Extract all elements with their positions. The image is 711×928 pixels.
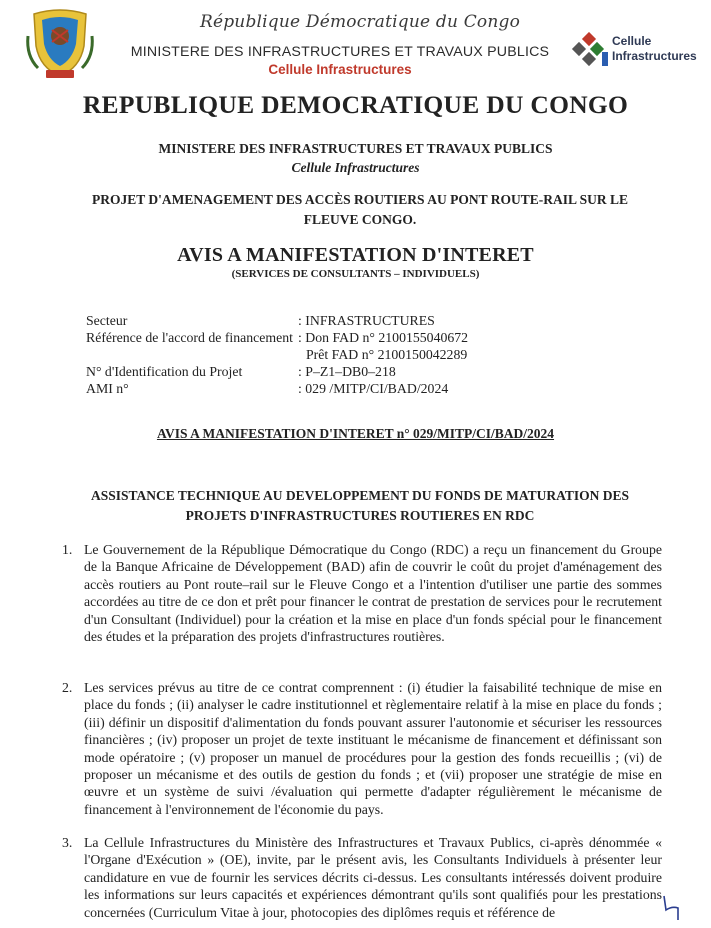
- info-value: Prêt FAD n° 2100150042289: [306, 347, 468, 362]
- coat-of-arms-icon: [24, 6, 96, 82]
- info-value: : Don FAD n° 2100155040672: [298, 330, 469, 345]
- info-label: Référence de l'accord de financement: [86, 330, 294, 345]
- letterhead-script-title: République Démocratique du Congo: [199, 12, 521, 32]
- paragraph-number: 3.: [62, 835, 73, 850]
- letterhead-ministry: MINISTERE DES INFRASTRUCTURES ET TRAVAUX PUBLICS: [130, 44, 550, 60]
- ami-reference-title: AVIS A MANIFESTATION D'INTERET n° 029/MITP/CI/BAD/2024: [156, 426, 555, 441]
- subject-title: ASSISTANCE TECHNIQUE AU DEVELOPPEMENT DU FONDS DE MATURATION DES PROJETS D'INFRASTRUCTURES ROUTIERES EN RDC: [90, 488, 630, 523]
- paragraph-number: 2.: [62, 680, 73, 695]
- project-title: PROJET D'AMENAGEMENT DES ACCÈS ROUTIERS AU PONT ROUTE-RAIL SUR LE FLEUVE CONGO.: [92, 192, 628, 227]
- cellule-logo: [568, 28, 708, 72]
- cellule-logo-icon: [570, 32, 610, 68]
- cellule-logo-text: [612, 34, 697, 64]
- ministry-title: MINISTERE DES INFRASTRUCTURES ET TRAVAUX PUBLICS: [158, 141, 553, 156]
- info-label: N° d'Identification du Projet: [86, 364, 243, 379]
- info-value: : INFRASTRUCTURES: [298, 313, 435, 328]
- paragraph-2: [62, 679, 662, 818]
- avis-subtitle: (SERVICES DE CONSULTANTS – INDIVIDUELS): [231, 268, 480, 280]
- paragraph-text: La Cellule Infrastructures du Ministère des Infrastructures et Travaux Publics, ci-après dénommée « l'Organe d'Exécution » (OE), invite, par le présent avis, les Consultants Individuels à présenter leur candidature en vue de fournir les services décrits ci-dessus. Les consultants intéressés doivent produire les informations sur leurs capacités et expériences démontrant qu'ils sont qualifiés pour les prestations concernées (Curriculum Vitae à jour, photocopies des diplômes requis et référence de: [84, 835, 662, 920]
- paragraph-text: Le Gouvernement de la République Démocratique du Congo (RDC) a reçu un financement du Groupe de la Banque Africaine de Développement (BAD) afin de couvrir le coût du projet d'aménagement des accès routiers au Pont route–rail sur le Fleuve Congo et a l'intention d'utiliser une partie des sommes accordées au titre de ce don et prêt pour financer le contrat de prestation de services pour le recrutement d'un Consultant (Individuel) pour la création et la mise en place d'un fonds spécial pour le financement des études et la préparation des projets d'infrastructures routières.: [84, 542, 662, 645]
- cellule-title: Cellule Infrastructures: [291, 160, 420, 175]
- letterhead-cellule: Cellule Infrastructures: [268, 62, 412, 77]
- logo-line-1: Cellule: [612, 34, 652, 48]
- country-title: REPUBLIQUE DEMOCRATIQUE DU CONGO: [82, 90, 629, 119]
- info-value: : 029 /MITP/CI/BAD/2024: [298, 381, 449, 396]
- paragraph-1: [62, 541, 662, 645]
- info-label: Secteur: [86, 313, 128, 328]
- paragraph-3: [62, 834, 662, 921]
- handwritten-initial-icon: [660, 892, 684, 922]
- avis-title: AVIS A MANIFESTATION D'INTERET: [177, 244, 534, 266]
- info-value: : P–Z1–DB0–218: [298, 364, 396, 379]
- paragraph-text: Les services prévus au titre de ce contrat comprennent : (i) étudier la faisabilité technique de mise en place du fonds ; (ii) analyser le cadre institutionnel et règlementaire relatif à la mise en place du fonds ; (iii) définir un dispositif d'alimentation du fonds pouvant assurer l'autonomie et sécuriser les ressources financières ; (iv) proposer un projet de texte instituant le mécanisme de financement et définissant son mode opératoire ; (v) proposer un manuel de procédures pour la gestion des fonds recueillis ; (vi) de proposer un mécanisme et des outils de gestion du fonds ; et (vii) proposer une stratégie de mise en œuvre et un système de suivi /évaluation qui permette d'adapter régulièrement le mécanisme de financement à l'environnement de l'économie du pays.: [84, 680, 662, 817]
- info-label: AMI n°: [86, 381, 129, 396]
- paragraph-number: 1.: [62, 542, 73, 557]
- logo-line-2: Infrastructures: [612, 49, 697, 63]
